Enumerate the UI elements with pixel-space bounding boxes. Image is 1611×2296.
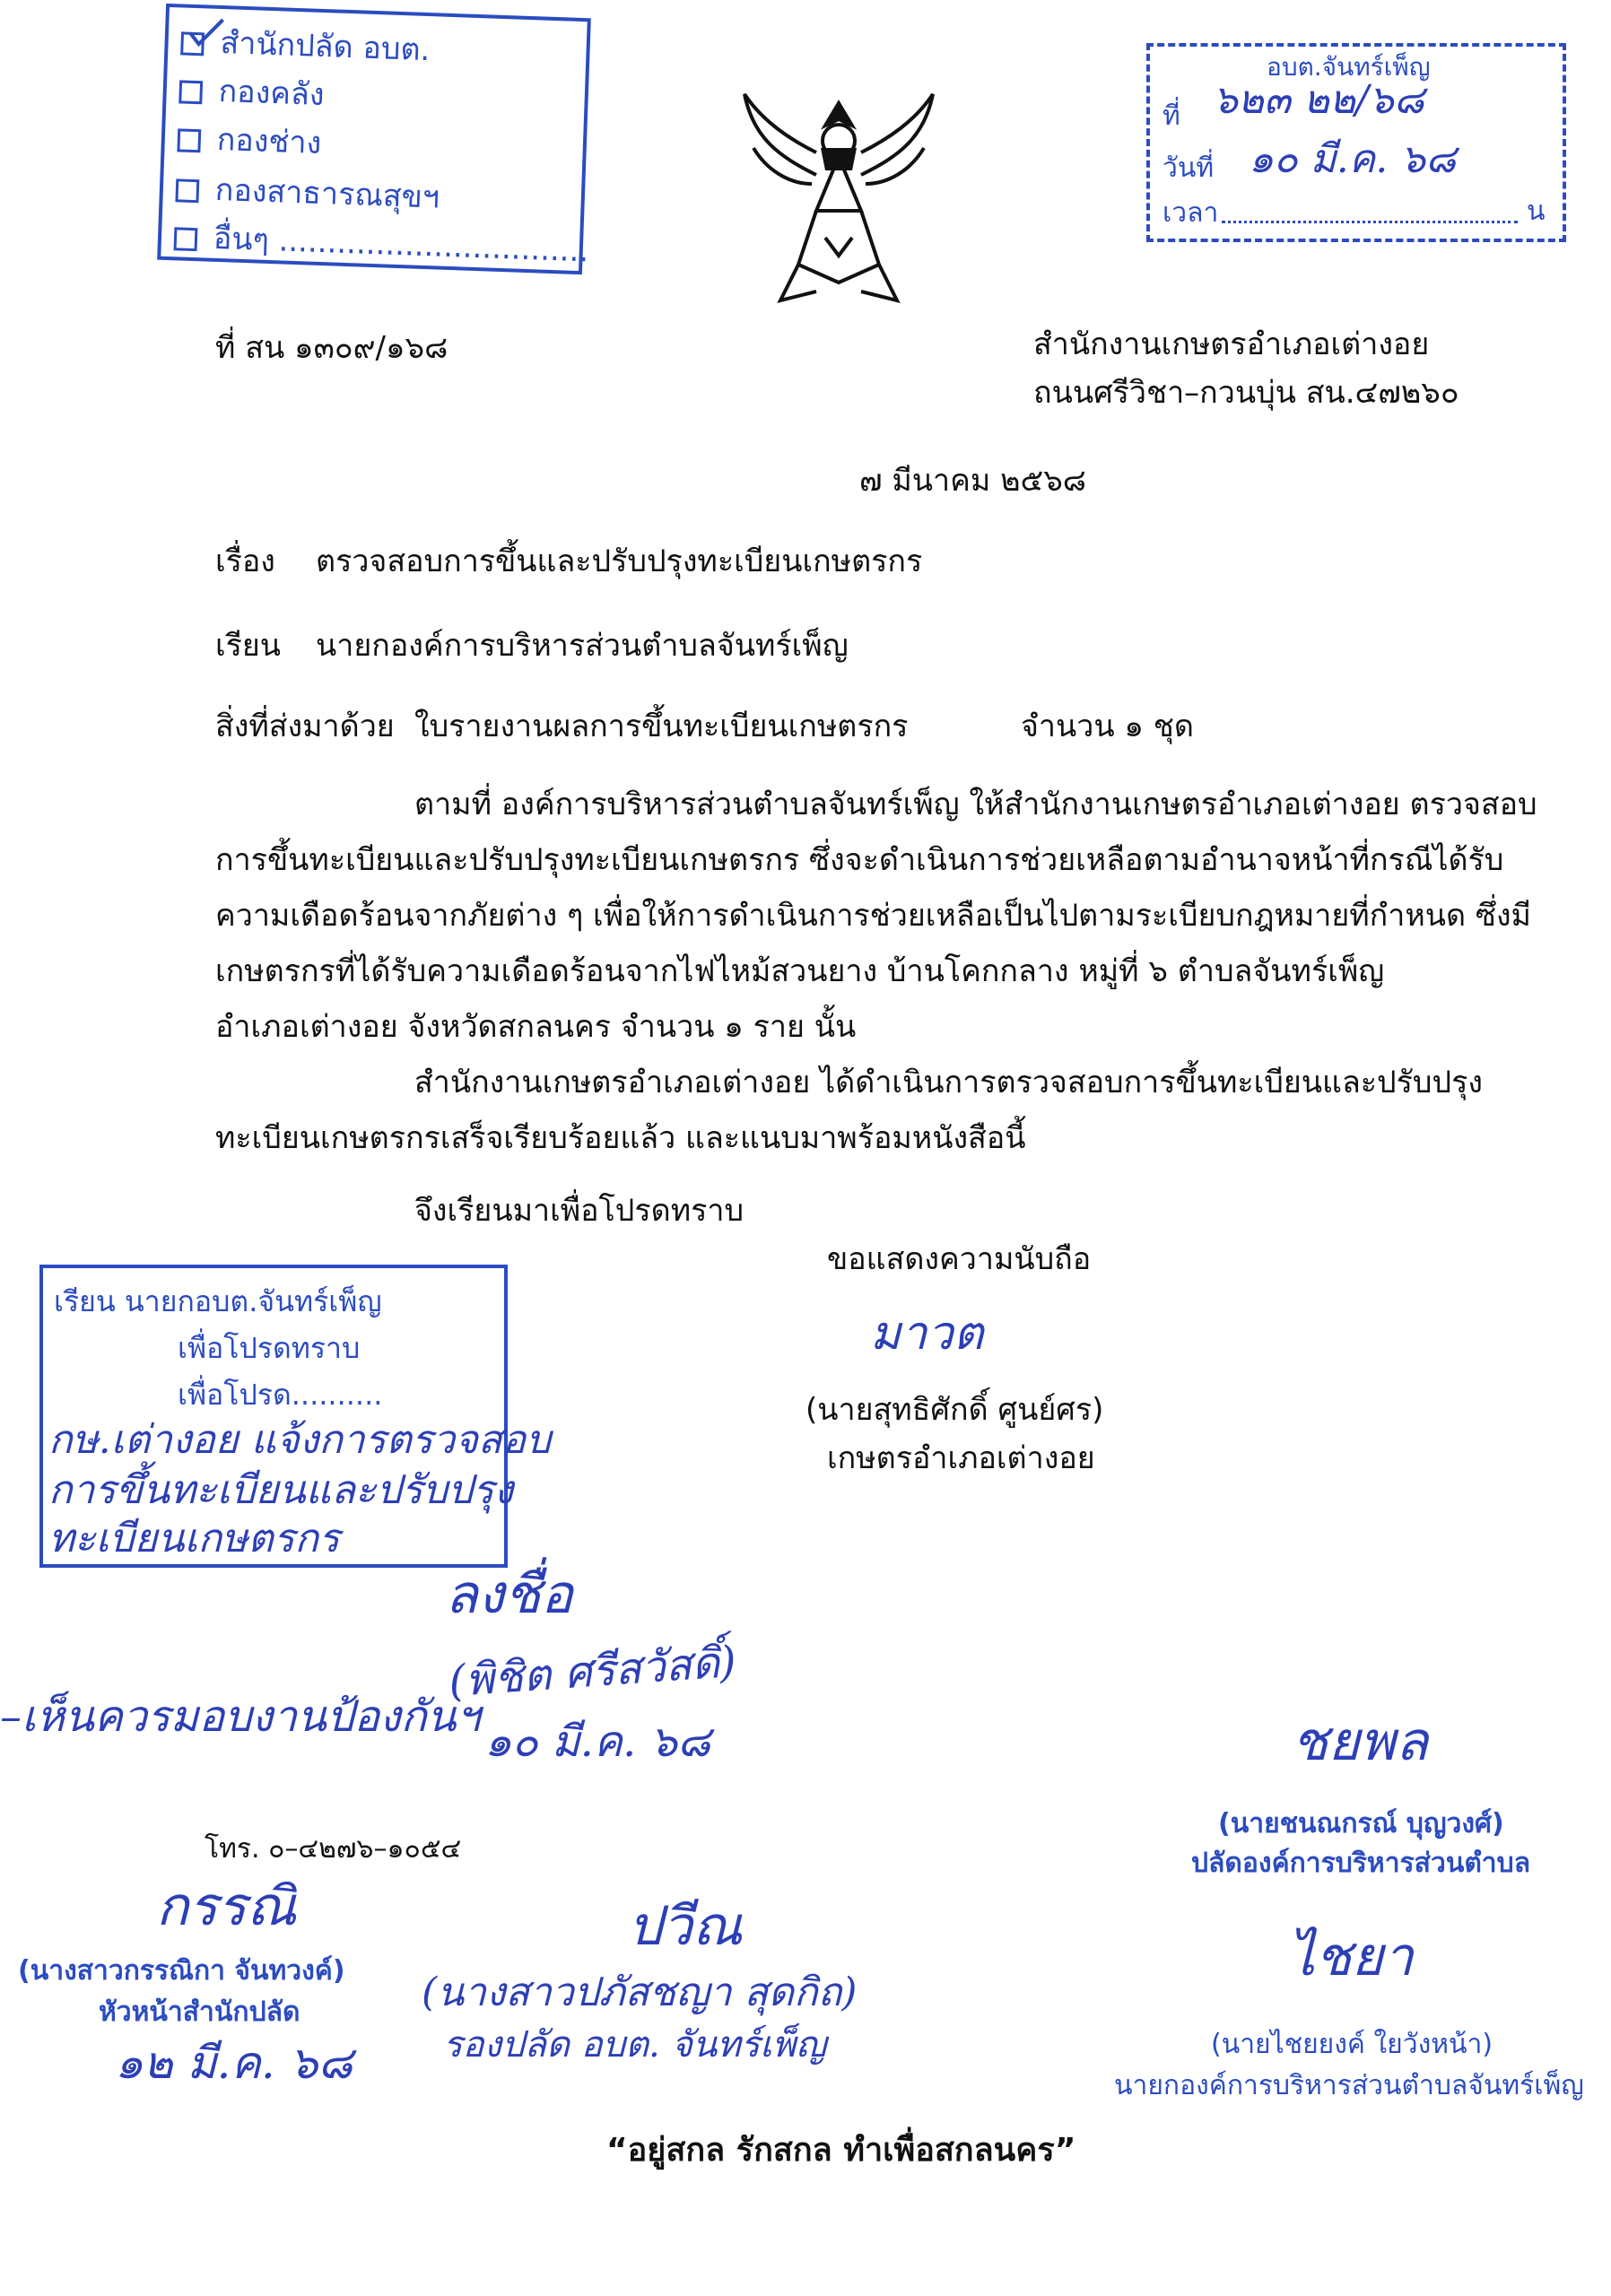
forwarding-line: เพื่อโปรดทราบ	[178, 1331, 361, 1365]
recipient-text: นายกองค์การบริหารส่วนตำบลจันทร์เพ็ญ	[316, 628, 849, 664]
subject-text: ตรวจสอบการขึ้นและปรับปรุงทะเบียนเกษตรกร	[316, 544, 923, 579]
sender-address: ถนนศรีวิชา–กวนบุ่น สน.๔๗๒๖๐	[1033, 375, 1459, 411]
deputy-name: (นางสาวปภัสชญา สุดกิถ)	[422, 1970, 858, 2015]
handwritten-name: (พิชิต ศรีสวัสดิ์)	[447, 1636, 738, 1708]
body-line: เกษตรกรที่ได้รับความเดือดร้อนจากไฟไหม้สวนยาง บ้านโคกกลาง หมู่ที่ ๖ ตำบลจันทร์เพ็ญ	[215, 953, 1385, 989]
head-office-date: ๑๒ มี.ค. ๖๘	[115, 2037, 353, 2089]
signature-head-office: กรรณิ	[156, 1875, 297, 1938]
phone-number: โทร. ๐–๔๒๗๖–๑๐๕๔	[205, 1833, 462, 1865]
sender-signature: มาวต	[870, 1307, 984, 1361]
handwritten-note: ทะเบียนเกษตรกร	[48, 1516, 340, 1561]
routing-item: กองสาธารณสุขฯ	[175, 163, 440, 221]
forwarding-line: เพื่อโปรด..........	[178, 1378, 383, 1412]
deputy-title: รองปลัด อบต. จันทร์เพ็ญ	[443, 2024, 827, 2066]
receipt-date-value: ๑๐ มี.ค. ๖๘	[1249, 136, 1457, 182]
garuda-emblem-icon	[727, 85, 951, 318]
body-line: ความเดือดร้อนจากภัยต่าง ๆ เพื่อให้การดำเนินการช่วยเหลือเป็นไปตามระเบียบกฎหมายที่กำหนด ซึ่งมี	[215, 898, 1531, 934]
head-office-title: หัวหน้าสำนักปลัด	[99, 1996, 300, 2028]
routing-item: กองคลัง	[179, 65, 326, 118]
divider	[1222, 221, 1518, 223]
subject-label: เรื่อง	[215, 544, 275, 579]
motto: “อยู่สกล รักสกล ทำเพื่อสกลนคร”	[606, 2132, 1076, 2169]
signature-deputy: ปวีณ	[628, 1895, 743, 1958]
signature-mayor: ไชยา	[1288, 1926, 1414, 1988]
enclosure-label: สิ่งที่ส่งมาด้วย	[215, 709, 395, 744]
forwarding-stamp	[39, 1265, 552, 1568]
handwritten-instruction: –เห็นควรมอบงานป้องกันฯ	[0, 1692, 481, 1742]
receipt-no-value: ๖๒๓ ๒๒/๖๘	[1213, 77, 1424, 123]
body-paragraph-1	[215, 777, 1537, 1055]
enclosure-text: ใบรายงานผลการขึ้นทะเบียนเกษตรกร	[414, 709, 909, 744]
head-office-name: (นางสาวกรรณิกา จันทวงค์)	[18, 1955, 345, 1987]
receipt-stamp	[1146, 43, 1566, 242]
sender-office: สำนักงานเกษตรอำเภอเต่างอย	[1033, 326, 1430, 362]
body-line: ทะเบียนเกษตรกรเสร็จเรียบร้อยแล้ว และแนบมาพร้อมหนังสือนี้	[215, 1120, 1026, 1156]
closing-text: จึงเรียนมาเพื่อโปรดทราบ	[414, 1193, 745, 1229]
signature-chief: ชยพล	[1292, 1710, 1429, 1773]
body-line: การขึ้นทะเบียนและปรับปรุงทะเบียนเกษตรกร ซึ่งจะดำเนินการช่วยเหลือตามอำนาจหน้าที่กรณีได้รับ	[215, 842, 1504, 878]
receipt-org: อบต.จันทร์เพ็ญ	[1267, 52, 1431, 82]
enclosure-qty: จำนวน ๑ ชุด	[1021, 709, 1194, 744]
regards-text: ขอแสดงความนับถือ	[827, 1241, 1092, 1277]
body-line: ตามที่ องค์การบริหารส่วนตำบลจันทร์เพ็ญ ให้สำนักงานเกษตรอำเภอเต่างอย ตรวจสอบ	[414, 787, 1537, 822]
chief-title: ปลัดองค์การบริหารส่วนตำบล	[1191, 1848, 1531, 1879]
chief-name: (นายชนณกรณ์ บุญวงศ์)	[1218, 1808, 1504, 1839]
sender-title: เกษตรอำเภอเต่างอย	[827, 1440, 1095, 1476]
body-line: สำนักงานเกษตรอำเภอเต่างอย ได้ดำเนินการตรวจสอบการขึ้นทะเบียนและปรับปรุง	[414, 1065, 1483, 1100]
body-paragraph-2	[215, 1055, 1483, 1166]
receipt-time-label: เวลา	[1163, 197, 1219, 229]
sender-name: (นายสุทธิศักดิ์ ศูนย์ศร)	[806, 1392, 1104, 1428]
receipt-time-suffix: น	[1527, 196, 1546, 227]
recipient-label: เรียน	[215, 628, 282, 664]
routing-item: สำนักปลัด อบต.	[180, 16, 431, 74]
handwritten-note: การขึ้นทะเบียนและปรับปรุง	[48, 1467, 514, 1513]
routing-stamp	[157, 4, 591, 274]
mayor-title: นายกองค์การบริหารส่วนตำบลจันทร์เพ็ญ	[1114, 2070, 1584, 2101]
routing-item: อื่นๆ ................................	[173, 212, 589, 274]
reference-number: ที่ สน ๑๓๐๙/๑๖๘	[215, 330, 448, 366]
forwarding-line: เรียน นายกอบต.จันทร์เพ็ญ	[54, 1284, 382, 1318]
handwritten-signature: ลงชื่อ	[445, 1563, 573, 1626]
body-line: อำเภอเต่างอย จังหวัดสกลนคร จำนวน ๑ ราย นั้น	[215, 1009, 857, 1045]
handwritten-date: ๑๐ มี.ค. ๖๘	[484, 1717, 711, 1767]
receipt-no-label: ที่	[1163, 100, 1180, 132]
letter-date: ๗ มีนาคม ๒๕๖๘	[859, 463, 1087, 499]
routing-item: กองช่าง	[177, 113, 322, 167]
checkmark-icon	[186, 17, 226, 49]
receipt-date-label: วันที่	[1163, 152, 1215, 184]
handwritten-note: กษ.เต่างอย แจ้งการตรวจสอบ	[48, 1417, 552, 1463]
mayor-name: (นายไชยยงค์ ใยวังหน้า)	[1211, 2029, 1493, 2060]
